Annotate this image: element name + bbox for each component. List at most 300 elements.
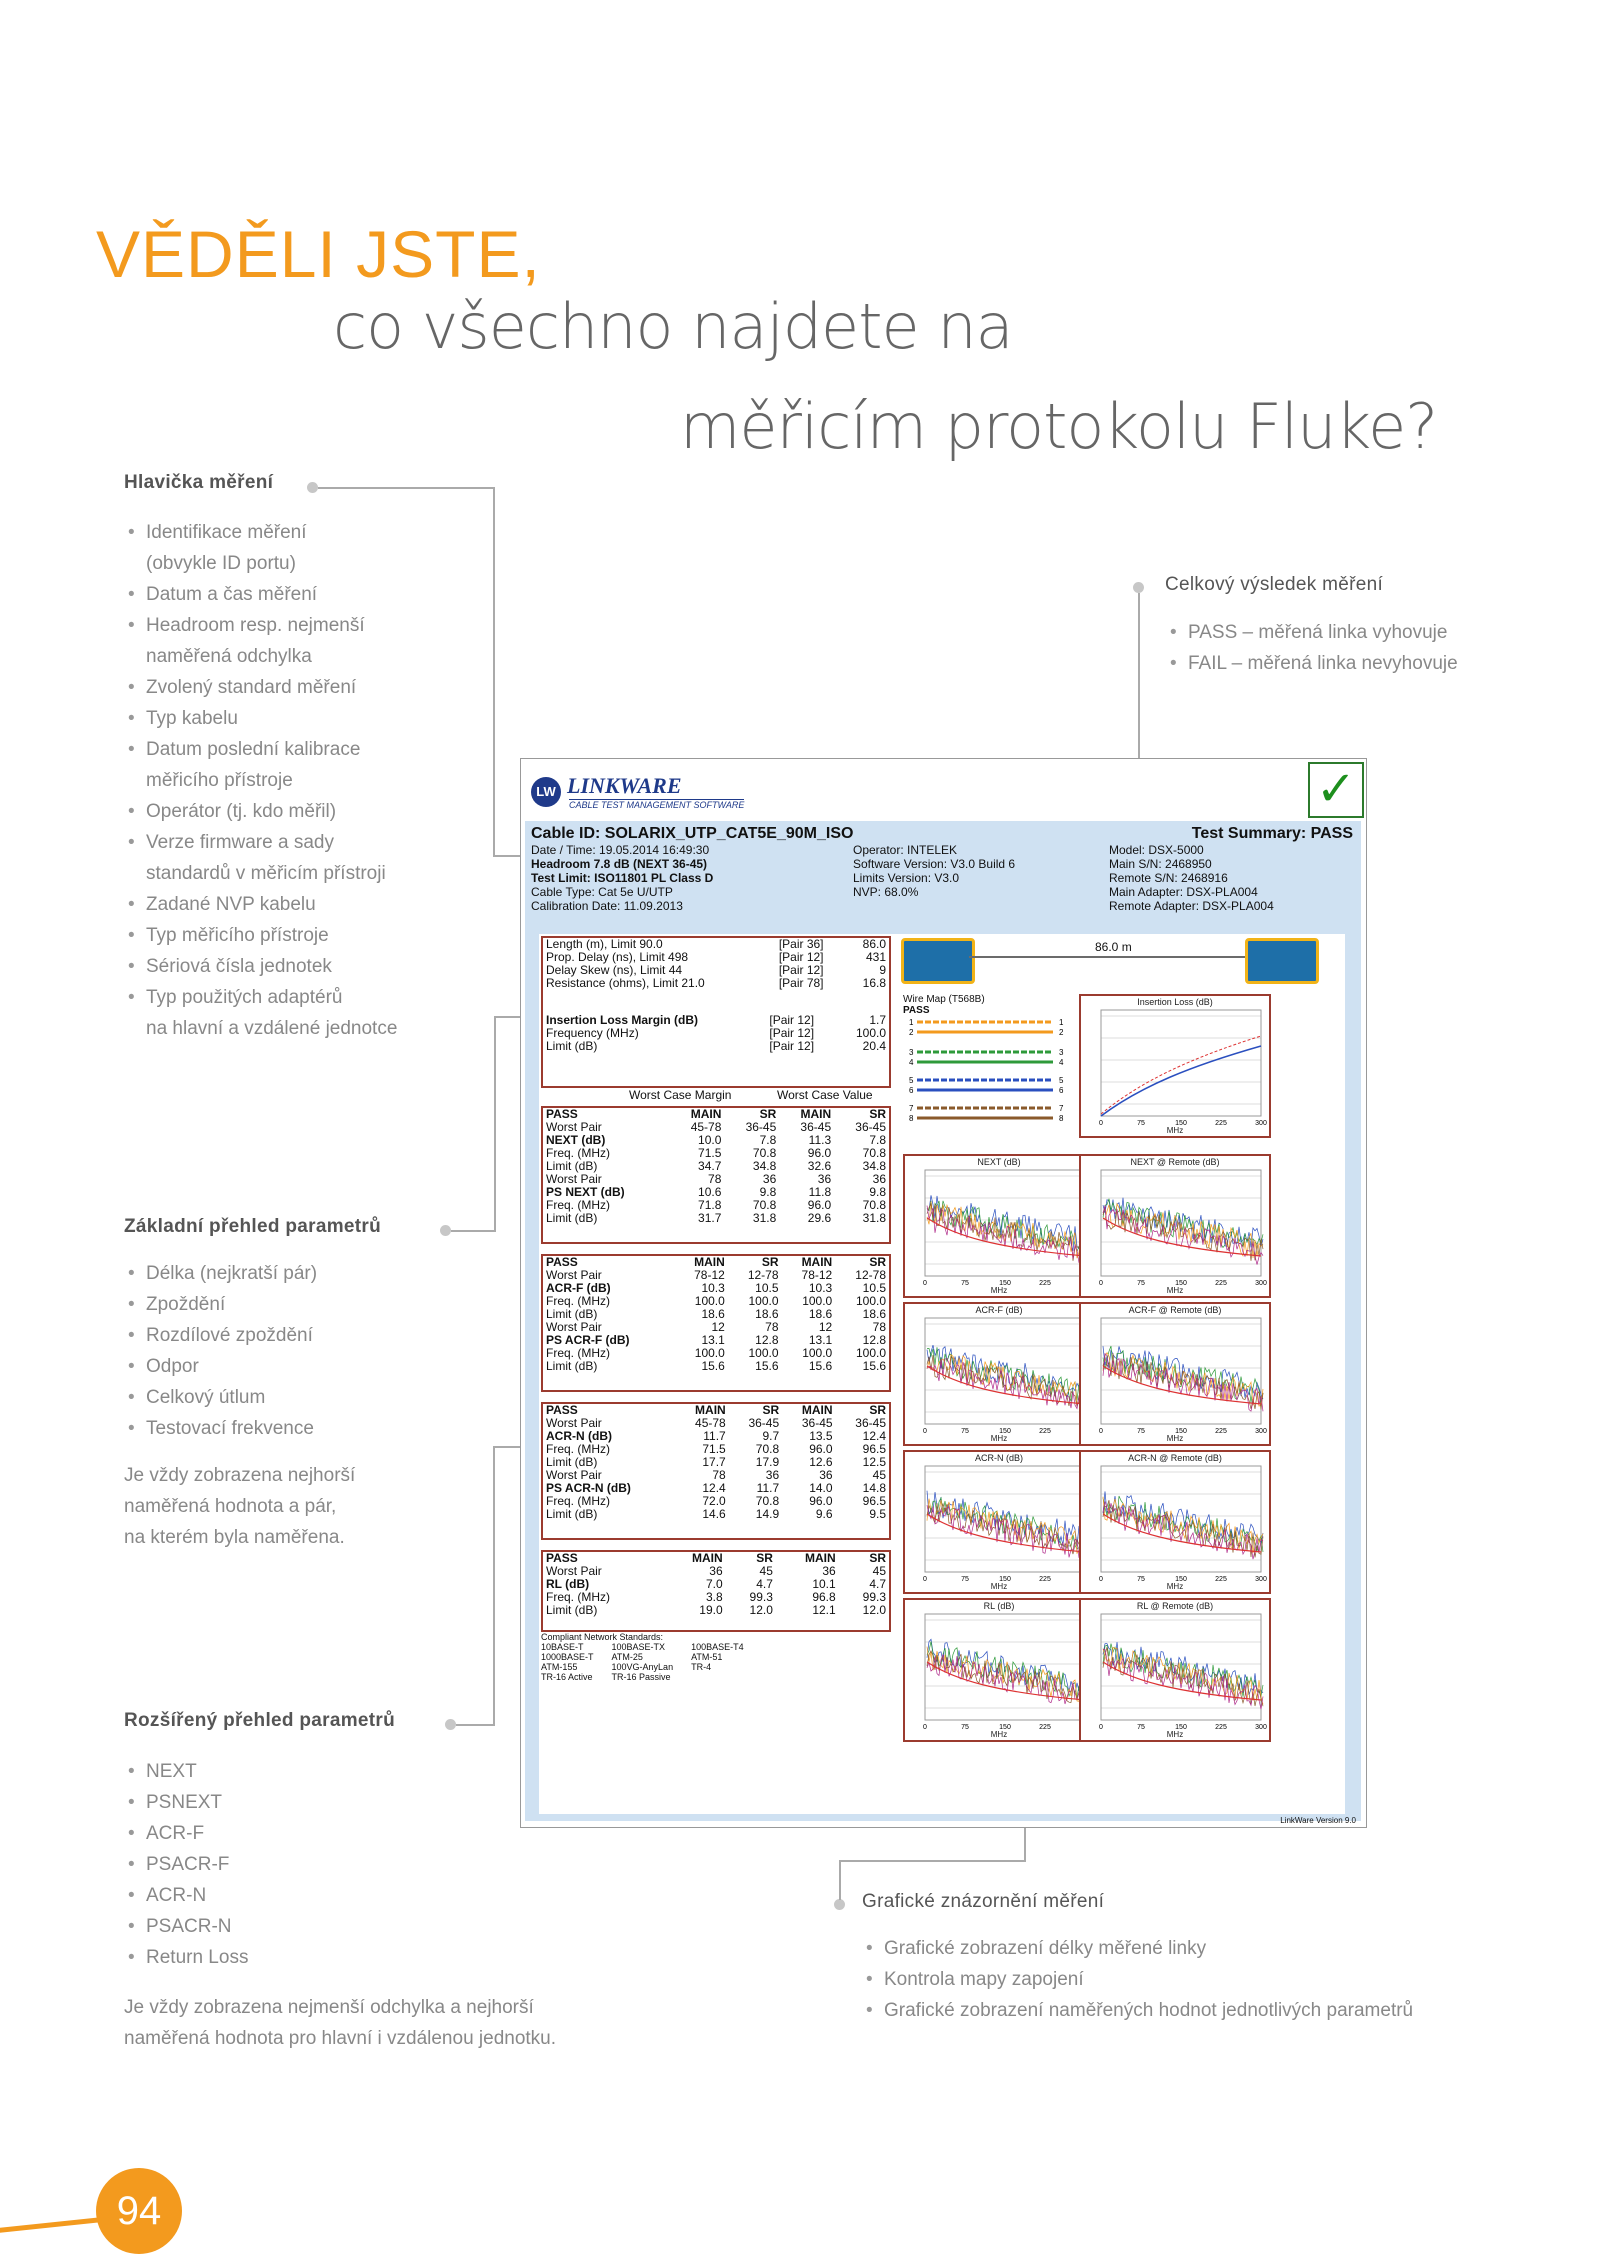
table-cell: MAIN — [694, 1255, 725, 1269]
connector-line — [493, 487, 495, 857]
table-cell: 70.8 — [755, 1442, 780, 1456]
table-cell: 14.0 — [809, 1481, 833, 1495]
table-cell: Length (m), Limit 90.0 — [546, 937, 663, 951]
table-cell: TR-4 — [691, 1662, 712, 1672]
graph-title: ACR-F @ Remote (dB) — [1128, 1305, 1222, 1315]
table-cell: 71.8 — [698, 1198, 722, 1212]
table-cell: 45-78 — [695, 1416, 726, 1430]
table-cell: 32.6 — [807, 1159, 832, 1173]
table-row — [541, 1652, 762, 1662]
table-cell: 10.0 — [698, 1133, 722, 1147]
table-cell: 34.8 — [862, 1159, 886, 1173]
table-cell: Worst Pair — [546, 1416, 602, 1430]
table-cell: Freq. (MHz) — [546, 1590, 610, 1604]
worst-case-margin-label: Worst Case Margin — [629, 1088, 732, 1102]
report-panel — [539, 934, 1345, 1814]
basic-item: • Testovací frekvence — [124, 1413, 444, 1444]
header-item: • Zvolený standard měření — [124, 672, 444, 703]
table-cell: 1000BASE-T — [541, 1652, 594, 1662]
table-cell: RL (dB) — [546, 1577, 590, 1591]
connector-dot — [307, 482, 318, 493]
x-tick-label: 300 — [1255, 1428, 1267, 1435]
table-cell: 78 — [712, 1468, 726, 1482]
table-cell: 96.5 — [862, 1494, 886, 1508]
connector-dot — [445, 1719, 456, 1730]
table-row — [543, 1360, 889, 1373]
table-cell: 11.8 — [808, 1185, 832, 1199]
x-tick-label: 0 — [923, 1724, 927, 1731]
graph-plot — [905, 1156, 1093, 1296]
table-cell: 100.0 — [855, 1346, 886, 1360]
graph-9 — [1079, 1598, 1271, 1742]
fluke-report — [520, 758, 1367, 1828]
header-item: měřicího přístroje — [146, 770, 293, 791]
pin-number: 6 — [909, 1086, 914, 1095]
connector-dot — [1133, 582, 1144, 593]
connector-line — [839, 1860, 841, 1900]
table-cell: 34.8 — [752, 1159, 777, 1173]
x-axis-unit: MHz — [1166, 1126, 1184, 1135]
table-cell: 10.6 — [698, 1185, 722, 1199]
table-cell: 70.8 — [752, 1198, 777, 1212]
table-cell: Freq. (MHz) — [546, 1146, 610, 1160]
plot-frame — [1101, 1466, 1261, 1572]
table-cell: [Pair 12] — [778, 950, 824, 964]
table-cell: 10.5 — [755, 1281, 779, 1295]
page-number: 94 — [96, 2168, 182, 2254]
table-cell: 100.0 — [694, 1294, 725, 1308]
pin-number: 1 — [1059, 1018, 1064, 1027]
pin-number: 5 — [1059, 1076, 1064, 1085]
graphic-item: • Kontrola mapy zapojení — [862, 1964, 1562, 1995]
report-header — [521, 759, 1366, 821]
table-cell: [Pair 12] — [769, 1026, 815, 1040]
table-cell: 12.4 — [862, 1429, 886, 1443]
linkware-logo-icon: LW — [531, 777, 561, 807]
table-cell: 3.8 — [705, 1590, 723, 1604]
title-line2: co všechno najdete na — [333, 290, 1013, 363]
table-cell: 12.5 — [862, 1455, 886, 1469]
x-tick-label: 0 — [1099, 1120, 1103, 1127]
plot-frame — [925, 1170, 1085, 1276]
table-cell: 10.1 — [812, 1577, 836, 1591]
table-cell: Freq. (MHz) — [546, 1294, 610, 1308]
header-item: (obvykle ID portu) — [146, 553, 296, 574]
table-cell: 36-45 — [855, 1416, 886, 1430]
table-cell: 11.7 — [756, 1481, 780, 1495]
table-cell: 36 — [872, 1172, 886, 1186]
x-tick-label: 225 — [1039, 1428, 1051, 1435]
table-cell: 15.6 — [701, 1359, 725, 1373]
table-cell: 70.8 — [862, 1198, 886, 1212]
table-cell: PASS — [546, 1403, 578, 1417]
x-tick-label: 150 — [1175, 1724, 1187, 1731]
table-cell: 12 — [818, 1320, 833, 1334]
x-tick-label: 225 — [1039, 1280, 1051, 1287]
table-cell: ATM-155 — [541, 1662, 578, 1672]
basic-params-box — [541, 936, 891, 1088]
table-cell: 36-45 — [801, 1416, 833, 1430]
table-cell: 71.5 — [698, 1146, 722, 1160]
table-cell: 100BASE-T4 — [691, 1642, 744, 1652]
insertion-loss-table — [543, 1014, 889, 1053]
graph-1 — [1079, 994, 1271, 1138]
extended-section-list — [124, 1756, 444, 1973]
table-cell: 96.0 — [807, 1146, 832, 1160]
x-tick-label: 0 — [1099, 1576, 1103, 1583]
graph-title: RL @ Remote (dB) — [1136, 1601, 1214, 1611]
x-axis-unit: MHz — [1166, 1582, 1184, 1591]
pin-number: 3 — [1059, 1048, 1064, 1057]
table-cell: 96.0 — [807, 1198, 832, 1212]
basic-item: • Odpor — [124, 1351, 444, 1382]
x-axis-unit: MHz — [990, 1730, 1008, 1739]
table-cell: 12-78 — [747, 1268, 779, 1282]
x-tick-label: 0 — [1099, 1428, 1103, 1435]
table-cell: 70.8 — [755, 1494, 780, 1508]
x-tick-label: 225 — [1215, 1576, 1227, 1583]
acrf-table — [541, 1254, 891, 1392]
graphic-item: • Grafické zobrazení délky měřené linky — [862, 1933, 1562, 1964]
table-cell: 9.8 — [759, 1185, 777, 1199]
x-tick-label: 75 — [1137, 1724, 1145, 1731]
result-section-heading: Celkový výsledek měření — [1165, 574, 1384, 595]
table-cell: 13.1 — [808, 1333, 833, 1347]
header-item: standardů v měřicím přístroji — [146, 863, 386, 884]
basic-item: • Rozdílové zpoždění — [124, 1320, 444, 1351]
table-cell: 12.0 — [749, 1603, 773, 1617]
table-cell: 36 — [822, 1564, 836, 1578]
extended-item: • Return Loss — [124, 1942, 444, 1973]
result-item: • PASS – měřená linka vyhovuje — [1166, 617, 1586, 648]
table-cell: 100BASE-TX — [611, 1642, 666, 1652]
table-cell: Resistance (ohms), Limit 21.0 — [546, 976, 705, 990]
x-tick-label: 225 — [1215, 1280, 1227, 1287]
table-cell: 31.7 — [698, 1211, 722, 1225]
table-cell: [Pair 78] — [778, 976, 824, 990]
table-cell: 18.6 — [701, 1307, 725, 1321]
table-cell: 12.1 — [812, 1603, 836, 1617]
worst-case-value-label: Worst Case Value — [777, 1088, 873, 1102]
table-cell: 78 — [708, 1172, 722, 1186]
table-cell: 12.4 — [702, 1481, 726, 1495]
table-cell: SR — [759, 1107, 777, 1121]
table-cell: 36-45 — [800, 1120, 832, 1134]
table-cell: 96.0 — [809, 1494, 833, 1508]
table-cell: 18.6 — [862, 1307, 886, 1321]
table-cell: 11.3 — [808, 1133, 832, 1147]
x-tick-label: 0 — [1099, 1280, 1103, 1287]
table-cell: 18.6 — [808, 1307, 833, 1321]
table-cell: 7.8 — [869, 1133, 886, 1147]
table-cell: MAIN — [690, 1107, 722, 1121]
table-cell: MAIN — [801, 1403, 833, 1417]
table-cell: 45 — [872, 1468, 886, 1482]
table-cell: [Pair 12] — [769, 1013, 815, 1027]
table-cell: 96.8 — [812, 1590, 836, 1604]
table-cell: Limit (dB) — [546, 1307, 598, 1321]
table-cell: 17.7 — [702, 1455, 726, 1469]
table-cell: 36-45 — [855, 1120, 886, 1134]
table-cell: 15.6 — [755, 1359, 779, 1373]
summary-col2: Operator: INTELEK Software Version: V3.0 Build 6 Limits Version: V3.0 NVP: 68.0% — [853, 843, 1016, 899]
header-item: • Operátor (tj. kdo měřil) — [124, 796, 444, 827]
table-cell: 36 — [762, 1172, 777, 1186]
table-cell: 100.0 — [855, 1026, 886, 1040]
table-cell: 78-12 — [694, 1268, 725, 1282]
rl-table — [541, 1550, 891, 1632]
table-cell: 34.7 — [698, 1159, 722, 1173]
table-row — [543, 1508, 889, 1521]
table-cell: 7.0 — [705, 1577, 723, 1591]
table-cell: 36 — [817, 1172, 832, 1186]
graph-plot — [1081, 1156, 1269, 1296]
table-cell: MAIN — [801, 1255, 833, 1269]
x-axis-unit: MHz — [990, 1286, 1008, 1295]
table-cell: Worst Pair — [546, 1320, 602, 1334]
result-section-list — [1166, 617, 1586, 679]
x-tick-label: 75 — [1137, 1576, 1145, 1583]
x-tick-label: 150 — [1175, 1120, 1187, 1127]
table-cell: 36 — [765, 1468, 780, 1482]
report-summary — [527, 823, 1359, 913]
table-cell: Freq. (MHz) — [546, 1494, 610, 1508]
table-cell: 12 — [711, 1320, 725, 1334]
header-item: • Verze firmware a sady — [124, 827, 444, 858]
table-cell: PS ACR-F (dB) — [546, 1333, 630, 1347]
trace — [1103, 1199, 1263, 1248]
graph-8 — [903, 1598, 1095, 1742]
pin-number: 6 — [1059, 1086, 1064, 1095]
table-cell: SR — [869, 1255, 886, 1269]
table-cell: 17.9 — [755, 1455, 780, 1469]
test-summary: Test Summary: PASS — [1191, 825, 1353, 842]
table-cell: 9.7 — [762, 1429, 780, 1443]
table-cell: MAIN — [800, 1107, 832, 1121]
main-unit-icon — [901, 938, 975, 984]
x-tick-label: 300 — [1255, 1120, 1267, 1127]
table-cell: Frequency (MHz) — [546, 1026, 639, 1040]
linkware-logo: LINKWARE — [567, 773, 682, 798]
x-tick-label: 300 — [1255, 1280, 1267, 1287]
table-cell: Limit (dB) — [546, 1359, 598, 1373]
x-tick-label: 225 — [1215, 1724, 1227, 1731]
table-cell: Limit (dB) — [546, 1039, 598, 1053]
x-tick-label: 150 — [1175, 1576, 1187, 1583]
table-cell: 100.0 — [748, 1294, 779, 1308]
x-tick-label: 75 — [961, 1280, 969, 1287]
connector-dot — [834, 1899, 845, 1910]
wire-map: Wire Map (T568B) PASS 1 1 2 2 3 3 4 4 5 5 6 6 7 7 8 8 — [903, 994, 1069, 1144]
table-cell: [Pair 12] — [778, 963, 824, 977]
table-cell: Limit (dB) — [546, 1603, 598, 1617]
graph-3 — [1079, 1154, 1271, 1298]
table-cell: 431 — [865, 950, 886, 964]
connector-line — [318, 487, 494, 489]
table-row — [543, 1040, 889, 1053]
table-cell: 4.7 — [869, 1577, 886, 1591]
table-cell: ACR-F (dB) — [546, 1281, 611, 1295]
table-cell: 45 — [872, 1564, 886, 1578]
extended-item: • ACR-F — [124, 1818, 444, 1849]
table-cell: 15.6 — [808, 1359, 833, 1373]
graph-plot — [905, 1452, 1093, 1592]
table-cell: 36-45 — [748, 1416, 780, 1430]
table-row — [541, 1642, 762, 1652]
remote-unit-icon — [1245, 938, 1319, 984]
table-cell: 14.8 — [862, 1481, 886, 1495]
table-cell: 100.0 — [855, 1294, 886, 1308]
graph-title: RL (dB) — [983, 1601, 1015, 1611]
graph-plot — [1081, 996, 1269, 1136]
table-cell: Worst Pair — [546, 1268, 602, 1282]
result-item: • FAIL – měřená linka nevyhovuje — [1166, 648, 1586, 679]
x-tick-label: 75 — [961, 1724, 969, 1731]
standards-block: Compliant Network Standards: 10BASE-T 100BASE-TX 100BASE-T4 1000BASE-T ATM-25 ATM-51 ATM-155 100VG-AnyLan TR-4 TR-16 Active TR-16 Passive — [541, 1632, 762, 1682]
graph-plot — [905, 1600, 1093, 1740]
table-cell: SR — [869, 1403, 886, 1417]
title-line3: měřicím protokolu Fluke? — [680, 390, 1438, 463]
table-cell: 14.9 — [755, 1507, 780, 1521]
x-axis-unit: MHz — [990, 1434, 1008, 1443]
table-cell: 36 — [709, 1564, 723, 1578]
trace — [1103, 1649, 1263, 1709]
pin-number: 8 — [1059, 1114, 1064, 1123]
table-cell: PS NEXT (dB) — [546, 1185, 625, 1199]
x-axis-unit: MHz — [1166, 1434, 1184, 1443]
graph-plot — [1081, 1600, 1269, 1740]
table-cell: 100.0 — [694, 1346, 725, 1360]
pin-number: 2 — [909, 1028, 914, 1037]
extended-item: • PSACR-N — [124, 1911, 444, 1942]
x-tick-label: 0 — [1099, 1724, 1103, 1731]
table-cell: 29.6 — [807, 1211, 832, 1225]
table-cell: 9 — [879, 963, 886, 977]
table-cell: 19.0 — [699, 1603, 723, 1617]
graph-2 — [903, 1154, 1095, 1298]
table-row — [541, 1662, 762, 1672]
table-cell: 9.8 — [869, 1185, 886, 1199]
graph-plot — [905, 1304, 1093, 1444]
x-axis-unit: MHz — [990, 1582, 1008, 1591]
table-cell: 96.0 — [809, 1442, 833, 1456]
table-cell: 10BASE-T — [541, 1642, 584, 1652]
header-item: • Typ použitých adaptérů — [124, 982, 444, 1013]
next-table — [541, 1106, 891, 1244]
table-cell: 31.8 — [862, 1211, 886, 1225]
extended-section-note: Je vždy zobrazena nejmenší odchylka a nejhorší naměřená hodnota pro hlavní i vzdálenou jednotku. — [124, 1997, 557, 2049]
connector-line — [839, 1860, 1025, 1862]
pass-check-icon: ✓ — [1308, 762, 1364, 818]
connector-line — [456, 1724, 494, 1726]
basic-item: • Délka (nejkratší pár) — [124, 1258, 444, 1289]
graph-title: ACR-N @ Remote (dB) — [1128, 1453, 1222, 1463]
table-cell: Worst Pair — [546, 1468, 602, 1482]
extended-item: • PSNEXT — [124, 1787, 444, 1818]
x-tick-label: 300 — [1255, 1724, 1267, 1731]
table-cell: Freq. (MHz) — [546, 1198, 610, 1212]
summary-col3: Model: DSX-5000 Main S/N: 2468950 Remote S/N: 2468916 Main Adapter: DSX-PLA004 Remote Adapter: DSX-PLA004 — [1109, 843, 1274, 913]
graph-4 — [903, 1302, 1095, 1446]
x-tick-label: 150 — [1175, 1280, 1187, 1287]
table-cell: 72.0 — [702, 1494, 726, 1508]
graph-title: ACR-F (dB) — [975, 1305, 1023, 1315]
connector-line — [493, 1446, 495, 1726]
table-cell: Worst Pair — [546, 1564, 602, 1578]
table-cell: SR — [869, 1551, 886, 1565]
header-section-heading: Hlavička měření — [124, 472, 274, 493]
basic-item: • Zpoždění — [124, 1289, 444, 1320]
table-cell: 11.7 — [703, 1429, 726, 1443]
table-cell: 10.3 — [701, 1281, 725, 1295]
table-cell: Freq. (MHz) — [546, 1442, 610, 1456]
extended-item: • PSACR-F — [124, 1849, 444, 1880]
table-cell: 1.7 — [869, 1013, 886, 1027]
pin-number: 3 — [909, 1048, 914, 1057]
graph-title: NEXT @ Remote (dB) — [1130, 1157, 1220, 1167]
table-cell: ATM-51 — [691, 1652, 723, 1662]
table-cell: Worst Pair — [546, 1120, 602, 1134]
cable-id: Cable ID: SOLARIX_UTP_CAT5E_90M_ISO — [531, 825, 854, 842]
x-tick-label: 225 — [1039, 1724, 1051, 1731]
table-cell: 100.0 — [748, 1346, 779, 1360]
table-cell: [Pair 12] — [769, 1039, 815, 1053]
table-cell: MAIN — [691, 1551, 723, 1565]
table-cell: 36 — [819, 1468, 833, 1482]
x-tick-label: 225 — [1039, 1576, 1051, 1583]
pin-number: 1 — [909, 1018, 914, 1027]
pin-number: 2 — [1059, 1028, 1064, 1037]
x-tick-label: 0 — [923, 1576, 927, 1583]
table-cell: Delay Skew (ns), Limit 44 — [546, 963, 683, 977]
table-row — [543, 1604, 889, 1617]
graphic-item: • Grafické zobrazení naměřených hodnot jednotlivých parametrů — [862, 1995, 1562, 2026]
page-number-swoosh — [0, 2216, 110, 2233]
pin-number: 4 — [1059, 1058, 1064, 1067]
table-cell: [Pair 36] — [778, 937, 824, 951]
x-tick-label: 150 — [1175, 1428, 1187, 1435]
table-cell: SR — [756, 1551, 773, 1565]
linkware-logo-sub: CABLE TEST MANAGEMENT SOFTWARE — [569, 800, 745, 810]
header-item: • Datum poslední kalibrace — [124, 734, 444, 765]
table-cell: 36-45 — [745, 1120, 777, 1134]
extended-item: • ACR-N — [124, 1880, 444, 1911]
table-cell: SR — [762, 1403, 780, 1417]
x-tick-label: 0 — [923, 1428, 927, 1435]
table-cell: Limit (dB) — [546, 1507, 598, 1521]
header-item: • Identifikace měření — [124, 517, 444, 548]
table-cell: PASS — [546, 1107, 578, 1121]
pin-number: 5 — [909, 1076, 914, 1085]
table-cell: NEXT (dB) — [546, 1133, 606, 1147]
table-cell: ACR-N (dB) — [546, 1429, 612, 1443]
table-cell: Limit (dB) — [546, 1455, 598, 1469]
table-cell: 4.7 — [756, 1577, 773, 1591]
header-item: • Sériová čísla jednotek — [124, 951, 444, 982]
table-cell: 15.6 — [862, 1359, 886, 1373]
table-cell: 12.0 — [862, 1603, 886, 1617]
graph-plot — [1081, 1452, 1269, 1592]
table-cell: PS ACR-N (dB) — [546, 1481, 631, 1495]
x-tick-label: 225 — [1215, 1428, 1227, 1435]
graph-title: Insertion Loss (dB) — [1137, 997, 1213, 1007]
x-tick-label: 150 — [999, 1576, 1011, 1583]
wire-map-lines — [903, 1018, 1069, 1136]
graph-title: ACR-N (dB) — [974, 1453, 1023, 1463]
table-cell: PASS — [546, 1551, 578, 1565]
x-tick-label: 0 — [923, 1280, 927, 1287]
table-cell: 18.6 — [755, 1307, 779, 1321]
